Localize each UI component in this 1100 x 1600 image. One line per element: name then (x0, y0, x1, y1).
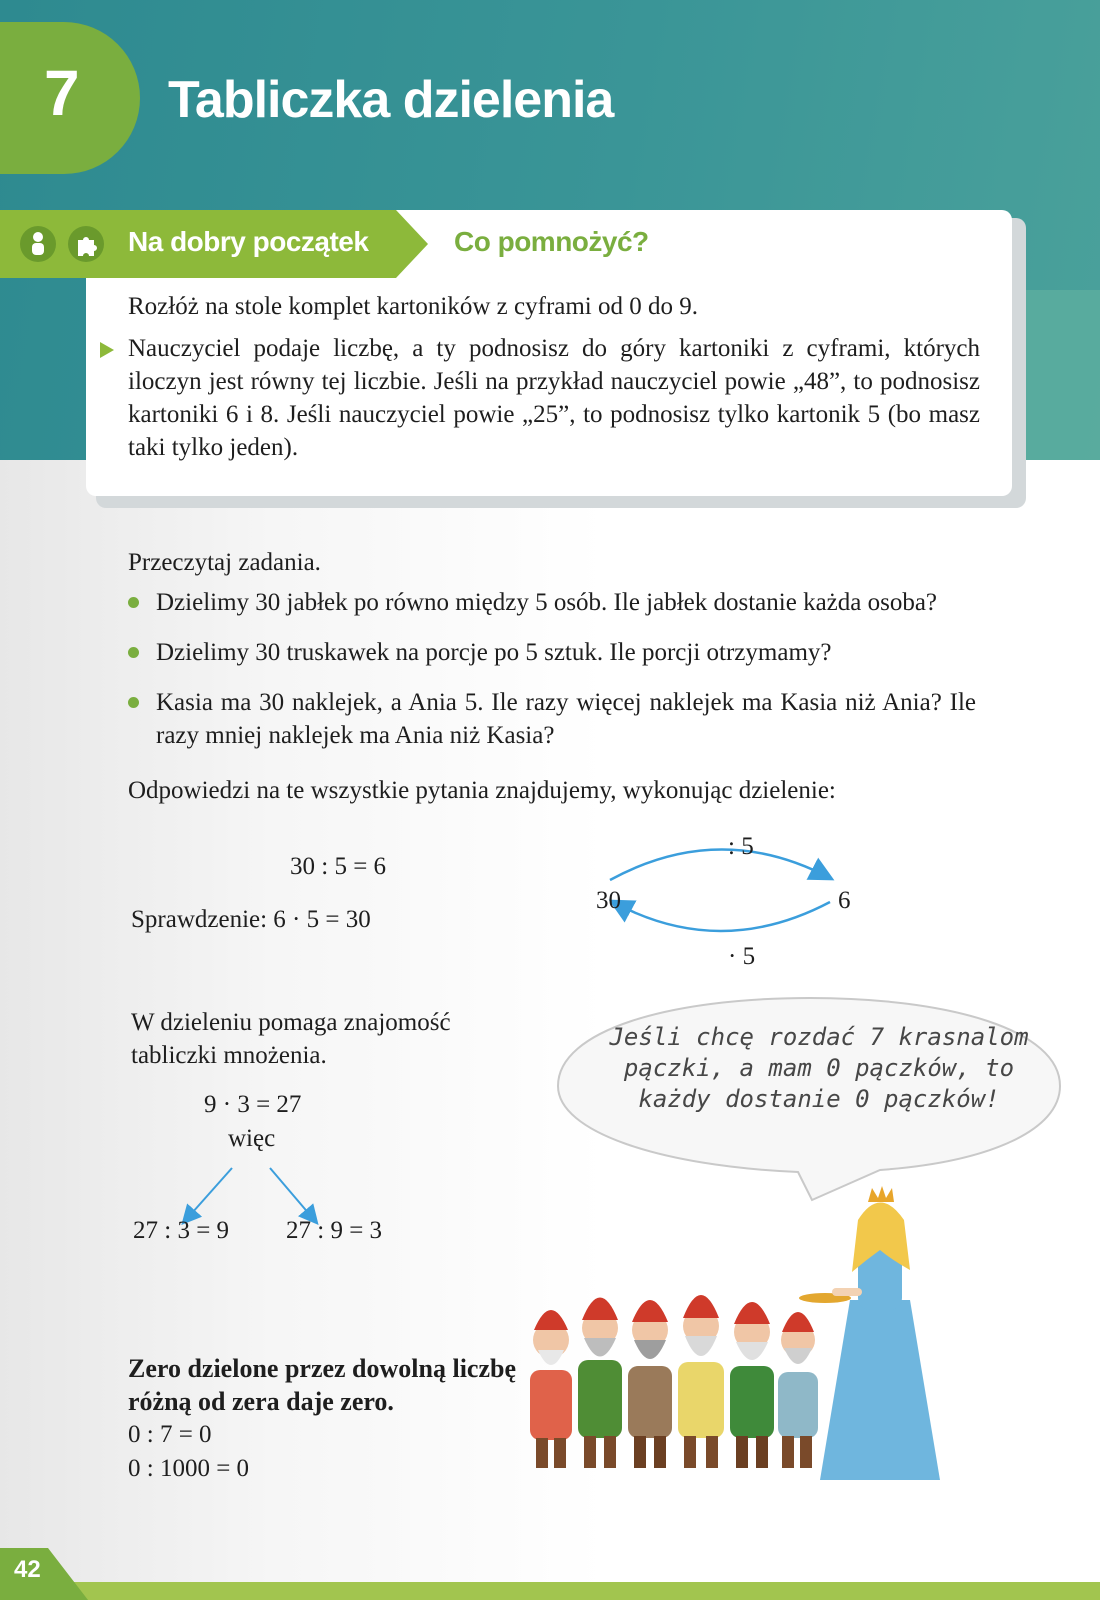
task-item: Dzielimy 30 jabłek po równo między 5 osób. Ile jabłek dostanie każda osoba? (156, 589, 938, 616)
tasks-intro: Przeczytaj zadania. (128, 549, 321, 576)
page-number: 42 (14, 1556, 41, 1583)
bullet-icon (128, 597, 139, 608)
check-equation: Sprawdzenie: 6 · 5 = 30 (131, 906, 371, 933)
task-item: Dzielimy 30 truskawek na porcje po 5 sztuk. Ile porcji otrzymamy? (156, 639, 832, 666)
start-instruction-2: Nauczyciel podaje liczbę, a ty podnosisz do góry kartoniki z cyframi, których iloczyn jest równy tej liczbie. Jeśli na przykład nauczyciel powie „48”, to podnosisz kartoniki 6 i 8. Jeśli nauczyciel powie „25”, to podnosisz tylko kartonik 5 (bo masz taki tylko jeden). (128, 335, 980, 461)
chapter-number: 7 (44, 57, 80, 129)
speech-bubble-text: Jeśli chcę rozdać 7 krasnalom pączki, a mam 0 pączków, to każdy dostanie 0 pączków! (609, 1023, 1029, 1113)
diagram-multiply-label: · 5 (728, 943, 756, 970)
start-title: Co pomnożyć? (454, 226, 649, 257)
dwarfs-group (530, 1295, 818, 1468)
diagram-left-value: 30 (596, 887, 621, 914)
diagram-right-value: 6 (838, 887, 851, 914)
multiplication-help-text: W dzieleniu pomaga znajomość tabliczki mnożenia. (131, 1009, 451, 1069)
multiplication-equation: 9 · 3 = 27 (204, 1091, 302, 1118)
diagram-divide-label: : 5 (728, 833, 754, 860)
zero-example-2: 0 : 1000 = 0 (128, 1455, 250, 1482)
division-equation: 30 : 5 = 6 (290, 853, 387, 880)
therefore-word: więc (228, 1125, 276, 1152)
multiply-arrow (613, 902, 830, 931)
start-instruction-1: Rozłóż na stole komplet kartoników z cyframi od 0 do 9. (128, 293, 699, 320)
zero-rule: Zero dzielone przez dowolną liczbę różną od zera daje zero. (128, 1354, 517, 1416)
play-arrow-icon (100, 342, 114, 358)
footer-bar (0, 1582, 1100, 1600)
person-icon (20, 226, 56, 262)
answers-text: Odpowiedzi na te wszystkie pytania znajdujemy, wykonując dzielenie: (128, 777, 836, 804)
start-label: Na dobry początek (128, 226, 369, 257)
bullet-icon (128, 647, 139, 658)
division-result-left: 27 : 3 = 9 (133, 1217, 230, 1244)
bullet-icon (128, 697, 139, 708)
header-accent-stripe (1020, 290, 1100, 460)
princess-and-dwarfs-illustration (520, 1180, 960, 1490)
princess-figure (799, 1186, 940, 1480)
task-item: Kasia ma 30 naklejek, a Ania 5. Ile razy więcej naklejek ma Kasia niż Ania? Ile razy mniej naklejek ma Ania niż Kasia? (156, 689, 976, 749)
divide-arrow (610, 849, 830, 880)
chapter-title: Tabliczka dzielenia (168, 71, 614, 129)
puzzle-icon (68, 226, 104, 262)
division-result-right: 27 : 9 = 3 (286, 1217, 383, 1244)
zero-example-1: 0 : 7 = 0 (128, 1421, 212, 1448)
